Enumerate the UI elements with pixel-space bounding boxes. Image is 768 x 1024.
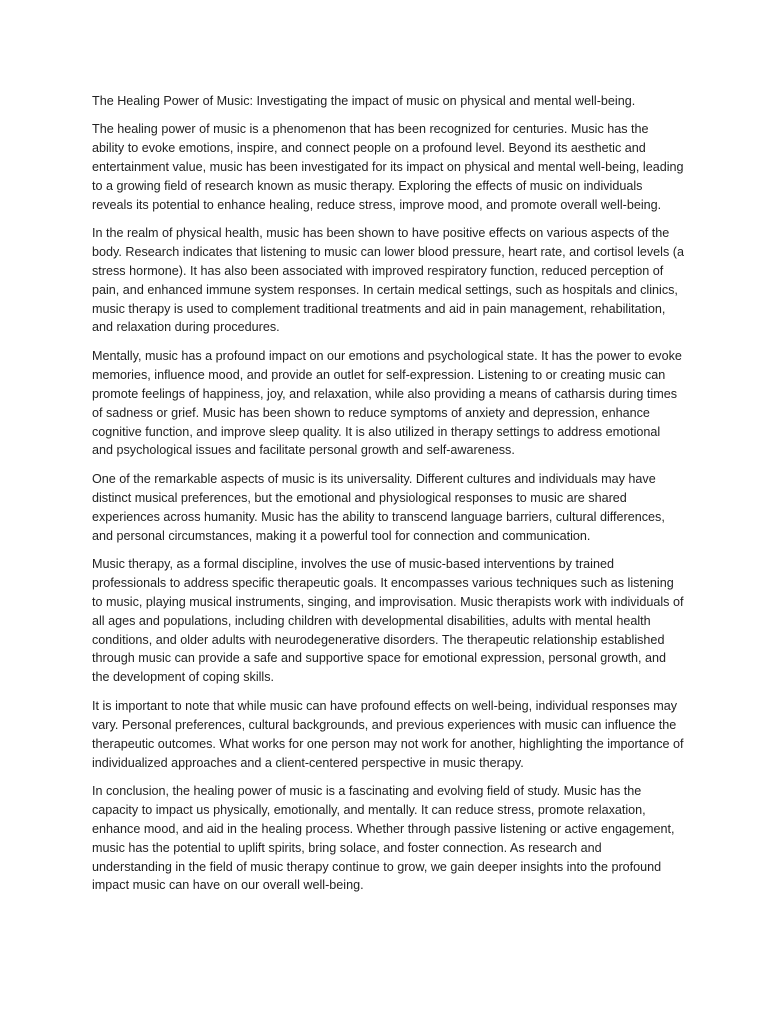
paragraph-mental-health: Mentally, music has a profound impact on our emotions and psychological state. It has the power to evoke memories, influence mood, and provide an outlet for self-expression. Listening to or creating music can promote feelings of happiness, joy, and relaxation, while also providing a means of catharsis during times of sadness or grief. Music has been shown to reduce symptoms of anxiety and depression, enhance cognitive function, and improve sleep quality. It is also utilized in therapy settings to address emotional and psychological issues and facilitate personal growth and self-awareness. (92, 348, 682, 458)
paragraph-individual-responses: It is important to note that while music can have profound effects on well-being, individual responses may vary. Personal preferences, cultural backgrounds, and previous experiences with music can influence the therapeutic outcomes. What works for one person may not work for another, highlighting the importance of individualized approaches and a client-centered perspective in music therapy. (92, 698, 684, 770)
document-title: The Healing Power of Music: Investigating the impact of music on physical and mental well-being. (92, 94, 636, 108)
document-page (92, 92, 684, 905)
paragraph-intro: The healing power of music is a phenomenon that has been recognized for centuries. Music has the ability to evoke emotions, inspire, and connect people on a profound level. Beyond its aesthetic and entertainment value, music has been investigated for its impact on physical and mental well-being, leading to a growing field of research known as music therapy. Exploring the effects of music on individuals reveals its potential to enhance healing, reduce stress, improve mood, and promote overall well-being. (92, 121, 684, 212)
paragraph-conclusion: In conclusion, the healing power of music is a fascinating and evolving field of study. Music has the capacity to impact us physically, emotionally, and mentally. It can reduce stress, promote relaxation, enhance mood, and aid in the healing process. Whether through passive listening or active engagement, music has the potential to uplift spirits, bring solace, and foster connection. As research and understanding in the field of music therapy continue to grow, we gain deeper insights into the profound impact music can have on our overall well-being. (92, 783, 675, 893)
paragraph-music-therapy: Music therapy, as a formal discipline, involves the use of music-based interventions by trained professionals to address specific therapeutic goals. It encompasses various techniques such as listening to music, playing musical instruments, singing, and improvisation. Music therapists work with individuals of all ages and populations, including children with developmental disabilities, adults with mental health conditions, and older adults with neurodegenerative disorders. The therapeutic relationship established through music can provide a safe and supportive space for emotional expression, personal growth, and the development of coping skills. (92, 556, 684, 685)
paragraph-universality: One of the remarkable aspects of music is its universality. Different cultures and individuals may have distinct musical preferences, but the emotional and physiological responses to music are shared experiences across humanity. Music has the ability to transcend language barriers, cultural differences, and personal circumstances, making it a powerful tool for connection and communication. (92, 471, 665, 543)
paragraph-physical-health: In the realm of physical health, music has been shown to have positive effects on various aspects of the body. Research indicates that listening to music can lower blood pressure, heart rate, and cortisol levels (a stress hormone). It has also been associated with improved respiratory function, reduced perception of pain, and enhanced immune system responses. In certain medical settings, such as hospitals and clinics, music therapy is used to complement traditional treatments and aid in pain management, rehabilitation, and relaxation during procedures. (92, 225, 684, 335)
